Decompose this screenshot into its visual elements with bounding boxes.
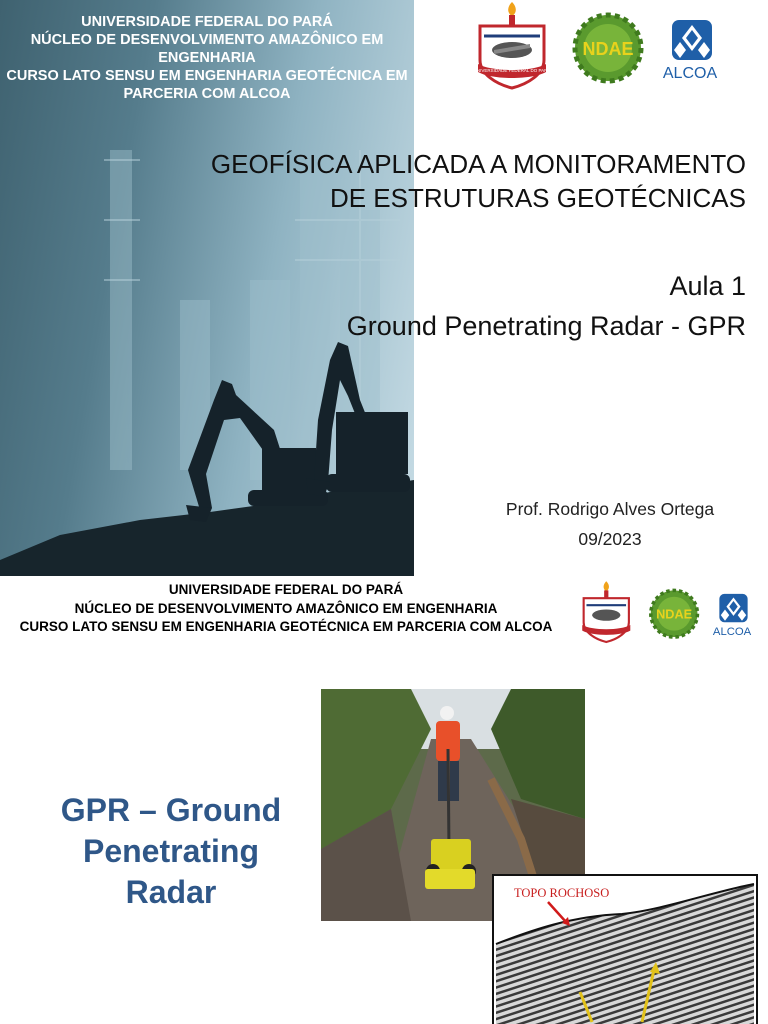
header-line: UNIVERSIDADE FEDERAL DO PARÁ xyxy=(168,582,404,597)
radargram-graphic xyxy=(492,874,762,1024)
alcoa-logo xyxy=(663,20,718,82)
ufpa-band-text: UNIVERSIDADE FEDERAL DO PARÁ xyxy=(473,68,551,73)
ndae-logo xyxy=(575,15,641,81)
lesson-heading xyxy=(347,266,746,346)
radargram-label: TOPO ROCHOSO xyxy=(514,886,610,900)
course-title xyxy=(186,147,746,215)
professor-name: Prof. Rodrigo Alves Ortega xyxy=(505,499,715,519)
ndae-logo xyxy=(651,590,698,637)
title-line: DE ESTRUTURAS GEOTÉCNICAS xyxy=(329,183,746,213)
alcoa-logo xyxy=(713,594,752,638)
alcoa-logo-text: ALCOA xyxy=(662,65,718,82)
ndae-logo-text: NDAE xyxy=(656,606,693,622)
header-line: CURSO LATO SENSU EM ENGENHARIA GEOTÉCNICA EM xyxy=(6,68,408,84)
partner-logos xyxy=(472,0,738,94)
header-line: NÚCLEO DE DESENVOLVIMENTO AMAZÔNICO EM ENGENHARIA xyxy=(74,600,498,616)
radargram-image xyxy=(492,874,762,1024)
header-line: UNIVERSIDADE FEDERAL DO PARÁ xyxy=(81,14,333,30)
lesson-number: Aula 1 xyxy=(669,271,746,301)
header-line: CURSO LATO SENSU EM ENGENHARIA GEOTÉCNICA EM PARCERIA COM ALCOA xyxy=(19,619,553,634)
ufpa-logo xyxy=(474,2,551,88)
lesson-subtitle: Ground Penetrating Radar - GPR xyxy=(346,311,746,341)
institution-header xyxy=(0,581,572,637)
header-line: ENGENHARIA xyxy=(158,50,256,66)
header-line: NÚCLEO DE DESENVOLVIMENTO AMAZÔNICO EM xyxy=(30,32,384,48)
ndae-logo-text: NDAE xyxy=(582,39,634,59)
slide-gpr-intro xyxy=(0,576,768,1024)
header-line: PARCERIA COM ALCOA xyxy=(123,86,291,102)
author-block xyxy=(480,494,740,554)
slide-title-heading xyxy=(40,790,302,913)
title-line: Radar xyxy=(125,874,217,910)
title-line: GEOFÍSICA APLICADA A MONITORAMENTO xyxy=(210,149,746,179)
title-line: GPR – Ground xyxy=(60,792,282,828)
partner-logos xyxy=(578,578,766,648)
presentation-date: 09/2023 xyxy=(578,529,642,549)
institution-header xyxy=(0,13,414,103)
title-line: Penetrating xyxy=(82,833,260,869)
alcoa-logo-text: ALCOA xyxy=(712,625,752,638)
ufpa-logo xyxy=(582,581,630,642)
